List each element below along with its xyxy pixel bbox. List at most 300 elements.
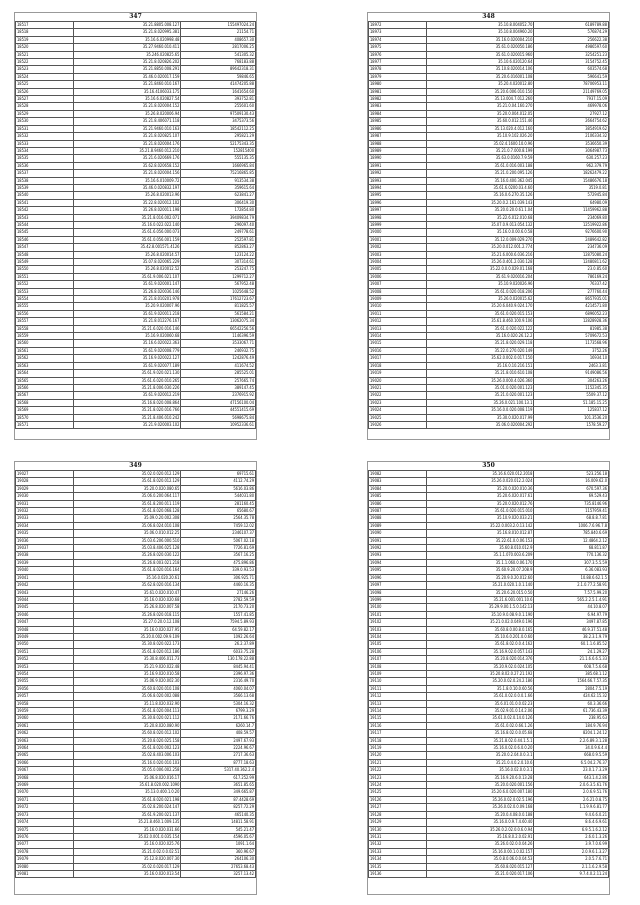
- amount-cell: 307.3.5.5.59: [534, 559, 609, 566]
- row-number-cell: 19078: [16, 848, 74, 855]
- table-row: [16, 582, 256, 589]
- amount-cell: 152815400: [181, 147, 256, 154]
- table-row: [16, 392, 256, 399]
- row-number-cell: 19127: [369, 804, 427, 811]
- code-cell: 35.21.8.012276.167: [74, 318, 181, 325]
- row-number-cell: 19006: [369, 273, 427, 280]
- page-number: 350: [482, 462, 495, 469]
- amount-cell: 2804.7.5.19: [534, 685, 609, 692]
- code-cell: 35.22.61.0.0.06.153: [427, 537, 534, 544]
- table-row: [369, 685, 609, 692]
- row-number-cell: 19069: [16, 782, 74, 789]
- amount-cell: 408.59.57: [181, 730, 256, 737]
- code-cell: 35.02.8.403.006.103: [74, 752, 181, 759]
- table-row: [369, 421, 609, 428]
- row-number-cell: 18529: [16, 110, 74, 117]
- amount-cell: 545.21.47: [181, 826, 256, 833]
- table-row: [369, 162, 609, 169]
- row-number-cell: 19031: [16, 500, 74, 507]
- amount-cell: 7726.81.69: [181, 545, 256, 552]
- amount-cell: 10952336.61: [181, 421, 256, 428]
- code-cell: 35.16.9.020.010.58: [74, 670, 181, 677]
- row-number-cell: 18544: [16, 221, 74, 228]
- amount-cell: 306.925.71: [181, 574, 256, 581]
- table-row: [16, 162, 256, 169]
- amount-cell: 27146.26: [181, 589, 256, 596]
- code-cell: 35.21.0.4.0.2.0.10.6: [427, 759, 534, 766]
- table-row: [16, 192, 256, 199]
- amount-cell: 2.6.21.0.8.75: [534, 796, 609, 803]
- code-cell: 35.21.8.460.1.009.135: [74, 819, 181, 826]
- row-number-cell: 19115: [369, 715, 427, 722]
- row-number-cell: 19082: [369, 471, 427, 478]
- amount-cell: 23.0.1.7.3.29: [534, 767, 609, 774]
- code-cell: 35.16.8.010.012.87: [427, 530, 534, 537]
- row-number-cell: 19017: [369, 355, 427, 362]
- code-cell: 35.21.8.010201.978: [74, 296, 181, 303]
- amount-cell: 255601.60: [181, 103, 256, 110]
- table-row: [369, 856, 609, 863]
- row-number-cell: 19003: [369, 251, 427, 258]
- row-number-cell: 19019: [369, 370, 427, 377]
- code-cell: 35.26.0.401.2.030.128: [427, 259, 534, 266]
- table-row: [369, 633, 609, 640]
- row-number-cell: 18545: [16, 229, 74, 236]
- table-row: [16, 708, 256, 715]
- table-row: [16, 730, 256, 737]
- row-number-cell: 19106: [369, 648, 427, 655]
- amount-cell: 608.7.5.6.68: [534, 663, 609, 670]
- table-row: [369, 103, 609, 110]
- page-347: [14, 12, 257, 440]
- code-cell: 35.10.8.020014.106: [427, 66, 534, 73]
- table-row: [16, 310, 256, 317]
- amount-cell: 572945.84: [534, 192, 609, 199]
- code-cell: 35.61.9.020.021.130: [74, 370, 181, 377]
- row-number-cell: 19044: [16, 596, 74, 603]
- table-row: [369, 259, 609, 266]
- table-row: [16, 51, 256, 58]
- code-cell: 35.20.9.020007.96: [74, 303, 181, 310]
- row-number-cell: 18562: [16, 355, 74, 362]
- row-number-cell: 19111: [369, 685, 427, 692]
- code-cell: 35.61.0.02.0.66.1.26: [427, 722, 534, 729]
- row-number-cell: 19066: [16, 759, 74, 766]
- page-349: [14, 461, 257, 895]
- table-row: [16, 44, 256, 51]
- table-row: [369, 567, 609, 574]
- row-number-cell: 18986: [369, 125, 427, 132]
- row-number-cell: 19047: [16, 619, 74, 626]
- code-cell: 35.22.6.012.010.68: [427, 214, 534, 221]
- row-number-cell: 19059: [16, 708, 74, 715]
- table-row: [369, 545, 609, 552]
- table-row: [369, 88, 609, 95]
- code-cell: 35.16.0.0.00.6.0.58: [427, 229, 534, 236]
- amount-cell: 567952.48: [181, 281, 256, 288]
- table-row: [369, 244, 609, 251]
- row-number-cell: 19023: [369, 399, 427, 406]
- table-row: [16, 752, 256, 759]
- code-cell: 35.21.8.020826.202: [74, 59, 181, 66]
- code-cell: 35.46.0.020017.159: [74, 73, 181, 80]
- row-number-cell: 18552: [16, 281, 74, 288]
- code-cell: 35.16.0.020.025.76: [74, 841, 181, 848]
- row-number-cell: 19042: [16, 582, 74, 589]
- row-number-cell: 19045: [16, 604, 74, 611]
- table-row: [369, 140, 609, 147]
- amount-cell: 6033.75.28: [181, 648, 256, 655]
- amount-cell: 2396.97.36: [181, 670, 256, 677]
- table-row: [369, 407, 609, 414]
- table-row: [369, 752, 609, 759]
- table-row: [16, 863, 256, 870]
- row-number-cell: 19107: [369, 656, 427, 663]
- code-cell: 35.21.8460.010.167: [74, 81, 181, 88]
- data-table: [368, 470, 609, 878]
- row-number-cell: 19068: [16, 774, 74, 781]
- table-row: [369, 414, 609, 421]
- code-cell: 35.20.6.20.015.0.50: [427, 589, 534, 596]
- amount-cell: 69715.61: [181, 471, 256, 478]
- code-cell: 35.10.9.020.033.21: [427, 515, 534, 522]
- table-row: [16, 604, 256, 611]
- row-number-cell: 19039: [16, 559, 74, 566]
- table-row: [16, 384, 256, 391]
- code-cell: 35.21.8.016.002.071: [74, 214, 181, 221]
- code-cell: 35.21.6.001.001.10.6: [427, 596, 534, 603]
- amount-cell: 264106.30: [181, 856, 256, 863]
- table-row: [16, 118, 256, 125]
- row-number-cell: 18997: [369, 207, 427, 214]
- amount-cell: 1578.59.27: [534, 421, 609, 428]
- code-cell: 35.29.9.00.1.5.0.142.13: [427, 604, 534, 611]
- table-row: [369, 288, 609, 295]
- row-number-cell: 18987: [369, 133, 427, 140]
- table-row: [369, 303, 609, 310]
- code-cell: 35.20.6.0.020.007.180: [427, 789, 534, 796]
- code-cell: 35.21.8.020995.381: [74, 29, 181, 36]
- amount-cell: 785.840.6.69: [534, 530, 609, 537]
- row-number-cell: 19027: [16, 471, 74, 478]
- table-row: [369, 177, 609, 184]
- code-cell: 35.61.0.020.015.153: [427, 310, 534, 317]
- amount-cell: 8777.18.63: [181, 759, 256, 766]
- code-cell: 35.16.0.020.031.66: [74, 826, 181, 833]
- code-cell: 35.20.0.004.012.05: [427, 110, 534, 117]
- code-cell: 35.16.0.020.013.54: [74, 870, 181, 877]
- amount-cell: 184.9.76.94: [534, 722, 609, 729]
- amount-cell: 89642318.31: [181, 66, 256, 73]
- amount-cell: 2171.66.76: [181, 715, 256, 722]
- code-cell: 35.16.9.20.6.0.13.28: [427, 774, 534, 781]
- row-number-cell: 19085: [369, 493, 427, 500]
- amount-cell: 9149086.56: [534, 370, 609, 377]
- row-number-cell: 18521: [16, 51, 74, 58]
- table-row: [16, 485, 256, 492]
- amount-cell: 1666965.84: [181, 162, 256, 169]
- code-cell: 35.1.1.060.0.06.170: [427, 559, 534, 566]
- code-cell: 35.20.0.020.001.156: [427, 782, 534, 789]
- code-cell: 35.20.0.4.08.0.0.188: [427, 811, 534, 818]
- amount-cell: 424.62.15.32: [534, 693, 609, 700]
- row-number-cell: 18548: [16, 251, 74, 258]
- amount-cell: 16934.10: [534, 355, 609, 362]
- code-cell: 35.11.8.020.032.90: [74, 700, 181, 707]
- code-cell: 35.21.8.020.016.766: [74, 407, 181, 414]
- code-cell: 35.61.8.020.016.164: [74, 567, 181, 574]
- row-number-cell: 19080: [16, 863, 74, 870]
- table-row: [16, 522, 256, 529]
- row-number-cell: 18551: [16, 273, 74, 280]
- row-number-cell: 19032: [16, 508, 74, 515]
- amount-cell: 8204.1.24.12: [534, 730, 609, 737]
- row-number-cell: 18526: [16, 88, 74, 95]
- code-cell: 35.20.9.02.0.024.105: [427, 663, 534, 670]
- code-cell: 35.06.9.020.002.30: [74, 678, 181, 685]
- table-row: [16, 537, 256, 544]
- amount-cell: 670.597.36: [534, 485, 609, 492]
- row-number-cell: 19063: [16, 737, 74, 744]
- row-number-cell: 18549: [16, 259, 74, 266]
- table-row: [16, 281, 256, 288]
- row-number-cell: 18561: [16, 347, 74, 354]
- table-row: [16, 333, 256, 340]
- code-cell: 35.60.9.20.07.208.9: [427, 567, 534, 574]
- amount-cell: 1146396.59: [181, 333, 256, 340]
- code-cell: 35.61.9.020011.218: [74, 310, 181, 317]
- code-cell: 35.16.6.010009.72: [74, 177, 181, 184]
- code-cell: 35.13.0.400.1.0.20: [74, 789, 181, 796]
- amount-cell: 408657.30: [181, 36, 256, 43]
- row-number-cell: 18542: [16, 207, 74, 214]
- table-row: [369, 811, 609, 818]
- row-number-cell: 19009: [369, 296, 427, 303]
- code-cell: 35.06.8.020.016.17: [74, 774, 181, 781]
- code-cell: 35.13.004.7.012.260: [427, 96, 534, 103]
- code-cell: 35.20.0.2.04.0.0.3.1: [427, 752, 534, 759]
- row-number-cell: 19124: [369, 782, 427, 789]
- row-number-cell: 19025: [369, 414, 427, 421]
- row-number-cell: 19112: [369, 693, 427, 700]
- table-row: [369, 192, 609, 199]
- amount-cell: 2717.36.63: [181, 752, 256, 759]
- table-row: [16, 500, 256, 507]
- table-row: [369, 266, 609, 273]
- amount-cell: 249778.61: [181, 229, 256, 236]
- code-cell: 35.26.8.020013.96: [74, 192, 181, 199]
- amount-cell: 12875080.24: [534, 251, 609, 258]
- amount-cell: 87.4428.69: [181, 796, 256, 803]
- table-row: [16, 407, 256, 414]
- amount-cell: 17612723.67: [181, 296, 256, 303]
- table-row: [16, 804, 256, 811]
- code-cell: 35.20.6.016001.108: [427, 73, 534, 80]
- table-row: [369, 537, 609, 544]
- table-row: [16, 596, 256, 603]
- table-row: [369, 604, 609, 611]
- table-row: [369, 22, 609, 29]
- code-cell: 35.61.8.020.002.123: [74, 745, 181, 752]
- code-cell: 35.62.8.020.016.134: [74, 582, 181, 589]
- row-number-cell: 19090: [369, 530, 427, 537]
- table-row: [16, 303, 256, 310]
- row-number-cell: 18998: [369, 214, 427, 221]
- code-cell: 35.26.8.020.030.122: [74, 552, 181, 559]
- table-row: [369, 273, 609, 280]
- row-number-cell: 18523: [16, 66, 74, 73]
- code-cell: 35.61.8.020.068.128: [74, 508, 181, 515]
- row-number-cell: 18988: [369, 140, 427, 147]
- amount-cell: 3651.85.65: [181, 782, 256, 789]
- row-number-cell: 18555: [16, 303, 74, 310]
- code-cell: 35.03.6.206.000.510: [74, 537, 181, 544]
- row-number-cell: 19133: [369, 848, 427, 855]
- table-row: [16, 414, 256, 421]
- code-cell: 35.26.8.003.021.218: [74, 559, 181, 566]
- row-number-cell: 19036: [16, 537, 74, 544]
- table-row: [16, 826, 256, 833]
- row-number-cell: 19081: [16, 870, 74, 877]
- table-row: [369, 767, 609, 774]
- amount-cell: 44.10.8.07: [534, 604, 609, 611]
- code-cell: 35.21.6.000.6.036.216: [427, 251, 534, 258]
- amount-cell: 2346107.37: [181, 530, 256, 537]
- code-cell: 35.06.0.020004.292: [427, 421, 534, 428]
- amount-cell: 1006.7.6.96.7.8: [534, 522, 609, 529]
- table-row: [16, 273, 256, 280]
- code-cell: 35.60.8.020.012.102: [74, 730, 181, 737]
- amount-cell: 52175343.35: [181, 140, 256, 147]
- row-number-cell: 19054: [16, 670, 74, 677]
- amount-cell: 21149769.05: [534, 88, 609, 95]
- row-number-cell: 19029: [16, 485, 74, 492]
- table-row: [369, 59, 609, 66]
- row-number-cell: 19072: [16, 804, 74, 811]
- table-row: [369, 493, 609, 500]
- code-cell: 35.21.0.7.000.8.199: [427, 147, 534, 154]
- row-number-cell: 18530: [16, 118, 74, 125]
- table-row: [369, 362, 609, 369]
- code-cell: 35.26.0.020015.62: [427, 296, 534, 303]
- row-number-cell: 18979: [369, 73, 427, 80]
- code-cell: 35.10.6.0.201.0.0.60: [427, 633, 534, 640]
- table-row: [369, 582, 609, 589]
- code-cell: 35.21.8805.008.127: [74, 22, 181, 29]
- row-number-cell: 18975: [369, 44, 427, 51]
- table-row: [16, 170, 256, 177]
- row-number-cell: 19071: [16, 796, 74, 803]
- table-row: [16, 693, 256, 700]
- code-cell: 35.61.0.020.010.47: [74, 589, 181, 596]
- amount-cell: 3154752.45: [534, 59, 609, 66]
- table-row: [369, 833, 609, 840]
- code-cell: 35.1.1.070.003.6.209: [427, 552, 534, 559]
- row-number-cell: 19037: [16, 545, 74, 552]
- table-row: [16, 236, 256, 243]
- table-row: [16, 589, 256, 596]
- row-number-cell: 19098: [369, 589, 427, 596]
- amount-cell: 24.1.29.27: [534, 648, 609, 655]
- table-row: [16, 110, 256, 117]
- table-row: [16, 66, 256, 73]
- code-cell: 35.0.8.0.06.0.0.04.53: [427, 856, 534, 863]
- table-row: [369, 384, 609, 391]
- row-number-cell: 18566: [16, 384, 74, 391]
- code-cell: 35.07.8.020065.229: [74, 259, 181, 266]
- page-350: [367, 461, 610, 895]
- code-cell: 35.01.0.020.001.123: [427, 384, 534, 391]
- table-row: [16, 340, 256, 347]
- table-row: [369, 693, 609, 700]
- row-number-cell: 18559: [16, 333, 74, 340]
- amount-cell: 1092.26.64: [181, 633, 256, 640]
- code-cell: 35.16.0.00.1.0.02.157: [427, 848, 534, 855]
- code-cell: 35.12.8.020.007.30: [74, 856, 181, 863]
- amount-cell: 14811.58.91: [181, 819, 256, 826]
- row-number-cell: 18982: [369, 96, 427, 103]
- table-row: [16, 574, 256, 581]
- code-cell: 35.16.6.020022.363: [74, 340, 181, 347]
- code-cell: 35.61.0.016.003.188: [427, 162, 534, 169]
- table-row: [369, 722, 609, 729]
- table-row: [16, 530, 256, 537]
- table-row: [369, 619, 609, 626]
- table-row: [16, 29, 256, 36]
- code-cell: 35.02.4.1600.10.0.96: [427, 140, 534, 147]
- table-row: [16, 796, 256, 803]
- code-cell: 35.26.0.2.02.0.0.6.0.94: [427, 826, 534, 833]
- amount-cell: 44551415.69: [181, 407, 256, 414]
- amount-cell: 2.0.6.3.5.61.76: [534, 782, 609, 789]
- code-cell: 35.21.9.020.022.48: [74, 663, 181, 670]
- amount-cell: 69.529.43: [534, 493, 609, 500]
- amount-cell: 64.59.82.17: [181, 626, 256, 633]
- table-row: [369, 296, 609, 303]
- row-number-cell: 19016: [369, 347, 427, 354]
- table-row: [369, 399, 609, 406]
- row-number-cell: 19116: [369, 722, 427, 729]
- row-number-cell: 19008: [369, 288, 427, 295]
- amount-cell: 257665.74: [181, 377, 256, 384]
- code-cell: 35.21.8.020004.176: [74, 140, 181, 147]
- amount-cell: 2.1.1.6.2.9.58: [534, 863, 609, 870]
- amount-cell: 5304.16.32: [181, 700, 256, 707]
- table-row: [16, 841, 256, 848]
- row-number-cell: 19051: [16, 648, 74, 655]
- amount-cell: 768183.88: [181, 59, 256, 66]
- table-row: [369, 44, 609, 51]
- code-cell: 35.61.0.020050.186: [427, 44, 534, 51]
- amount-cell: 565.2.2.5.1.4.91: [534, 596, 609, 603]
- code-cell: 35.22.0.003.2.0.13.142: [427, 522, 534, 529]
- amount-cell: 281160.45: [181, 500, 256, 507]
- amount-cell: 12828928.36: [534, 318, 609, 325]
- table-row: [369, 207, 609, 214]
- amount-cell: 339.0.93.53: [181, 567, 256, 574]
- table-row: [16, 199, 256, 206]
- row-number-cell: 19119: [369, 745, 427, 752]
- amount-cell: 130.178.22.88: [181, 656, 256, 663]
- table-row: [369, 485, 609, 492]
- amount-cell: 3475373.56: [181, 118, 256, 125]
- row-number-cell: 18517: [16, 22, 74, 29]
- table-row: [369, 826, 609, 833]
- amount-cell: 643.1.4.2.86: [534, 774, 609, 781]
- row-number-cell: 18531: [16, 125, 74, 132]
- code-cell: 35.16.8.0.2.0.02.91: [427, 833, 534, 840]
- row-number-cell: 19055: [16, 678, 74, 685]
